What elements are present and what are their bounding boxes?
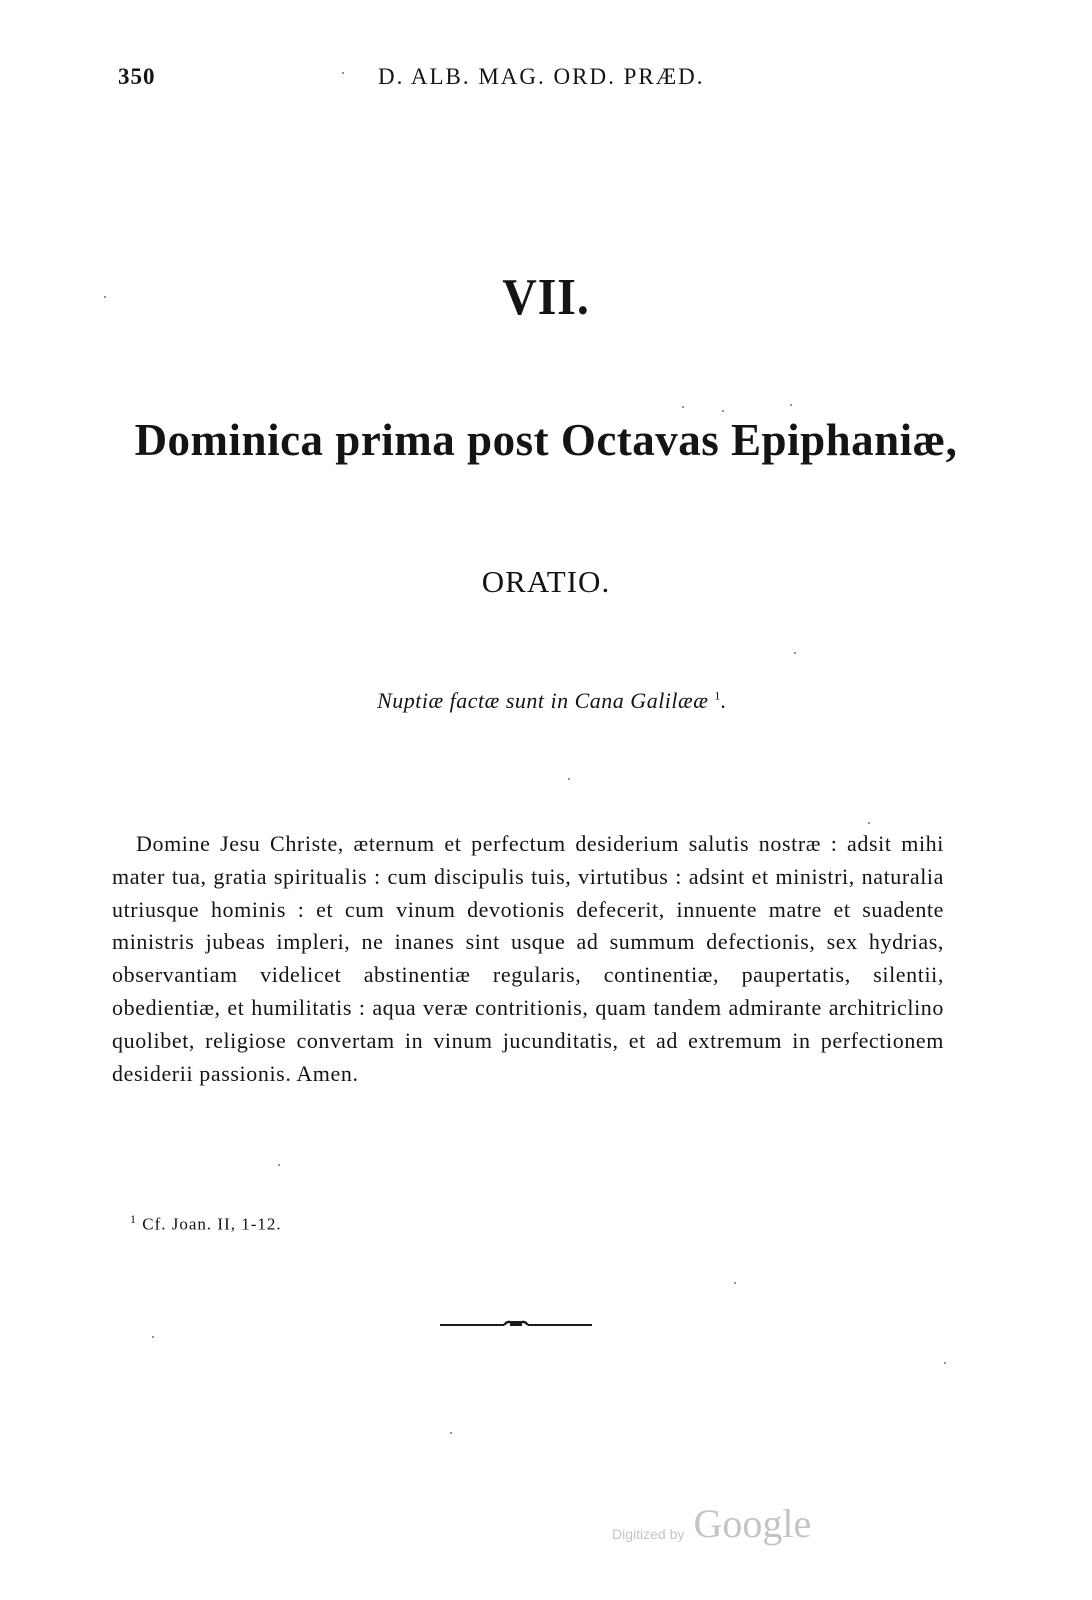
watermark-prefix: Digitized by [612,1525,685,1542]
paper-speck [722,410,724,412]
epigraph-text: Nuptiæ factæ sunt in Cana Galilææ [377,688,709,713]
paper-speck [568,778,570,780]
epigraph-trailing-punctuation: . [720,688,727,713]
section-subtitle: ORATIO. [481,564,611,599]
paper-speck [868,822,870,824]
running-head: D. ALB. MAG. ORD. PRÆD. [378,64,705,89]
page-number: 350 [118,64,156,89]
footnote-text: Cf. Joan. II, 1-12. [142,1214,282,1234]
paper-speck [734,1282,736,1284]
paper-speck [682,406,684,408]
paper-speck [790,404,792,406]
paper-speck [104,296,106,298]
footnote [130,1212,282,1235]
digitized-watermark [612,1500,811,1550]
paper-speck [794,652,796,654]
paper-speck [152,1336,154,1338]
footnote-marker: 1 [130,1212,137,1226]
paper-speck [278,1164,280,1166]
chapter-number: VII. [502,269,590,326]
prayer-paragraph: Domine Jesu Christe, æternum et perfectum desiderium salutis nostræ : adsit mihi mater tua, gratia spiritualis : cum discipulis tuis, virtutibus : adsint et ministri, naturalia utriusque hominis : et cum vinum devotionis defecerit, innuente matre et suadente ministris jubeas impleri, ne inanes sint usque ad summum defectionis, sex hydrias, observantiam videlicet abstinentiæ regularis, continentiæ, paupertatis, silentii, obedientiæ, et humilitatis : aqua veræ contritionis, quam tandem admirante architriclino quolibet, religiose convertam in vinum jucunditatis, et ad extremum in perfectionem desiderii passionis. Amen. [112,831,944,1086]
epigraph-note-marker: 1 [714,688,721,703]
paper-speck [342,72,344,74]
end-ornament [440,1318,592,1330]
paper-speck [944,1362,946,1364]
page-header [0,62,1092,96]
chapter-title: Dominica prima post Octavas Epiphaniæ, [134,415,958,465]
watermark-brand-logo: Google [693,1501,812,1546]
paper-speck [450,1432,452,1434]
epigraph [0,688,1092,714]
